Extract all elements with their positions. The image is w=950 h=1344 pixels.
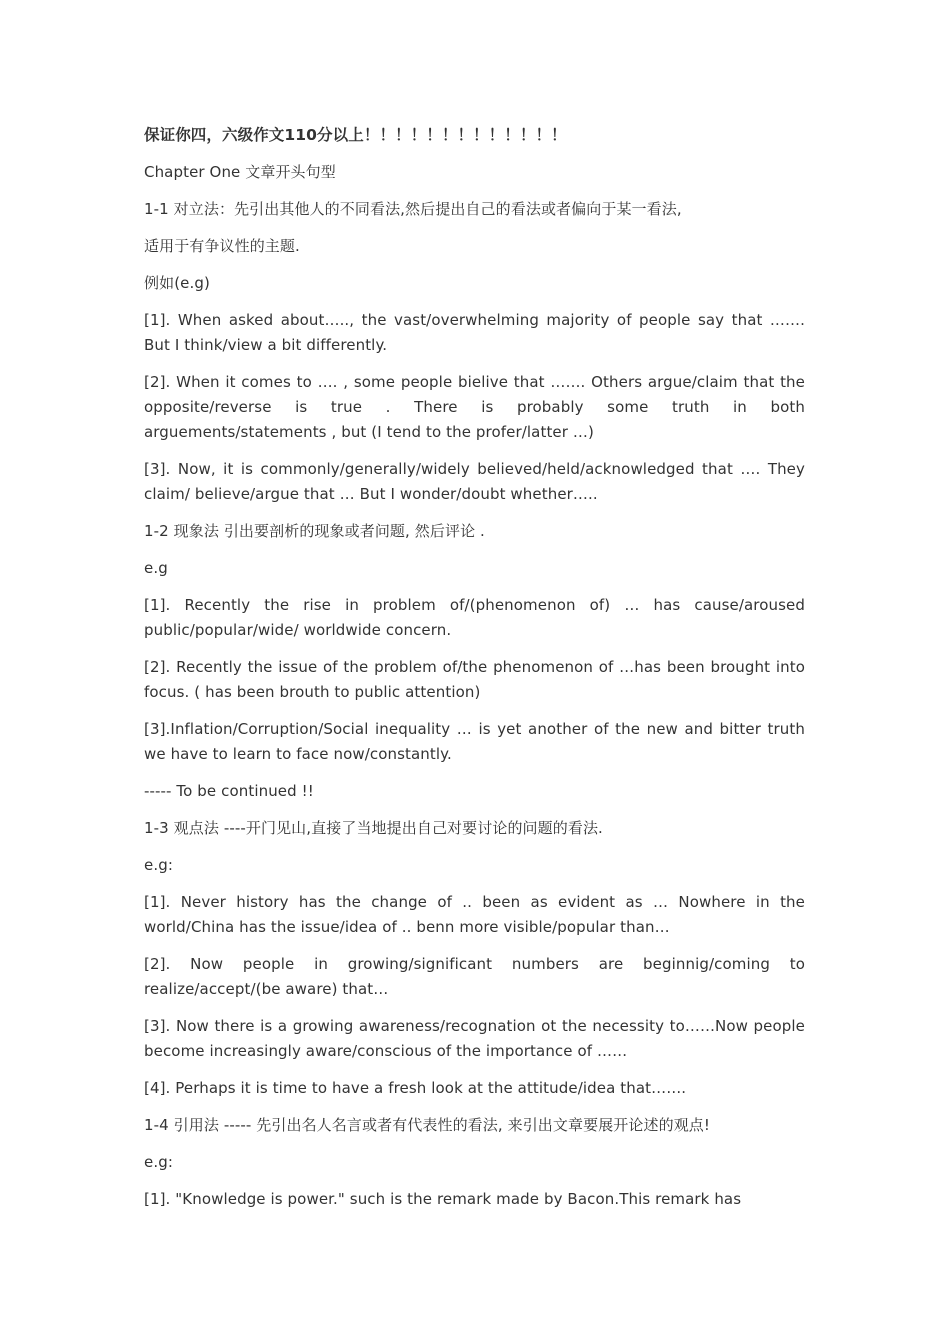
example-label: e.g: xyxy=(144,856,173,874)
document-page xyxy=(144,123,805,1224)
example-item: [2]. Now people in growing/significant numbers are beginnig/coming to realize/accept/(be aware) that… xyxy=(144,955,805,998)
example-item: [2]. When it comes to …. , some people bielive that ……. Others argue/claim that the opposite/reverse is true . There is probably some truth in both arguements/statements , but (I tend to the profer/latter …) xyxy=(144,373,805,441)
example-item: [1]. Never history has the change of .. been as evident as … Nowhere in the world/China has the issue/idea of .. benn more visible/popular than… xyxy=(144,893,805,936)
example-item: [3].Inflation/Corruption/Social inequality … is yet another of the new and bitter truth we have to learn to face now/constantly. xyxy=(144,720,805,763)
example-item: [2]. Recently the issue of the problem of/the phenomenon of …has been brought into focus. ( has been brouth to public attention) xyxy=(144,658,805,701)
section-heading-1-3: 1-3 观点法 ----开门见山,直接了当地提出自己对要讨论的问题的看法. xyxy=(144,819,603,837)
example-label: e.g xyxy=(144,559,168,577)
paragraph: 适用于有争议性的主题. xyxy=(144,237,300,255)
example-label: 例如(e.g) xyxy=(144,274,210,292)
chapter-heading: Chapter One 文章开头句型 xyxy=(144,163,336,181)
example-item: [1]. "Knowledge is power." such is the remark made by Bacon.This remark has xyxy=(144,1190,742,1208)
example-item: [3]. Now, it is commonly/generally/widely believed/held/acknowledged that …. They claim/ believe/argue that … But I wonder/doubt whether….. xyxy=(144,460,805,503)
example-item: [1]. When asked about….., the vast/overwhelming majority of people say that ……. But I think/view a bit differently. xyxy=(144,311,805,354)
document-title: 保证你四，六级作文110分以上！！！！！！！！！！！！！ xyxy=(144,126,567,144)
example-item: [3]. Now there is a growing awareness/recognation ot the necessity to……Now people become increasingly aware/conscious of the importance of …… xyxy=(144,1017,805,1060)
example-item: [4]. Perhaps it is time to have a fresh look at the attitude/idea that……. xyxy=(144,1079,687,1097)
example-label: e.g: xyxy=(144,1153,173,1171)
example-item: [1]. Recently the rise in problem of/(phenomenon of) … has cause/aroused public/popular/wide/ worldwide concern. xyxy=(144,596,805,639)
continued-note: ----- To be continued !! xyxy=(144,782,314,800)
section-heading-1-4: 1-4 引用法 ----- 先引出名人名言或者有代表性的看法, 来引出文章要展开论述的观点! xyxy=(144,1116,711,1134)
section-heading-1-2: 1-2 现象法 引出要剖析的现象或者问题, 然后评论 . xyxy=(144,522,485,540)
section-heading-1-1: 1-1 对立法：先引出其他人的不同看法,然后提出自己的看法或者偏向于某一看法, xyxy=(144,200,682,218)
